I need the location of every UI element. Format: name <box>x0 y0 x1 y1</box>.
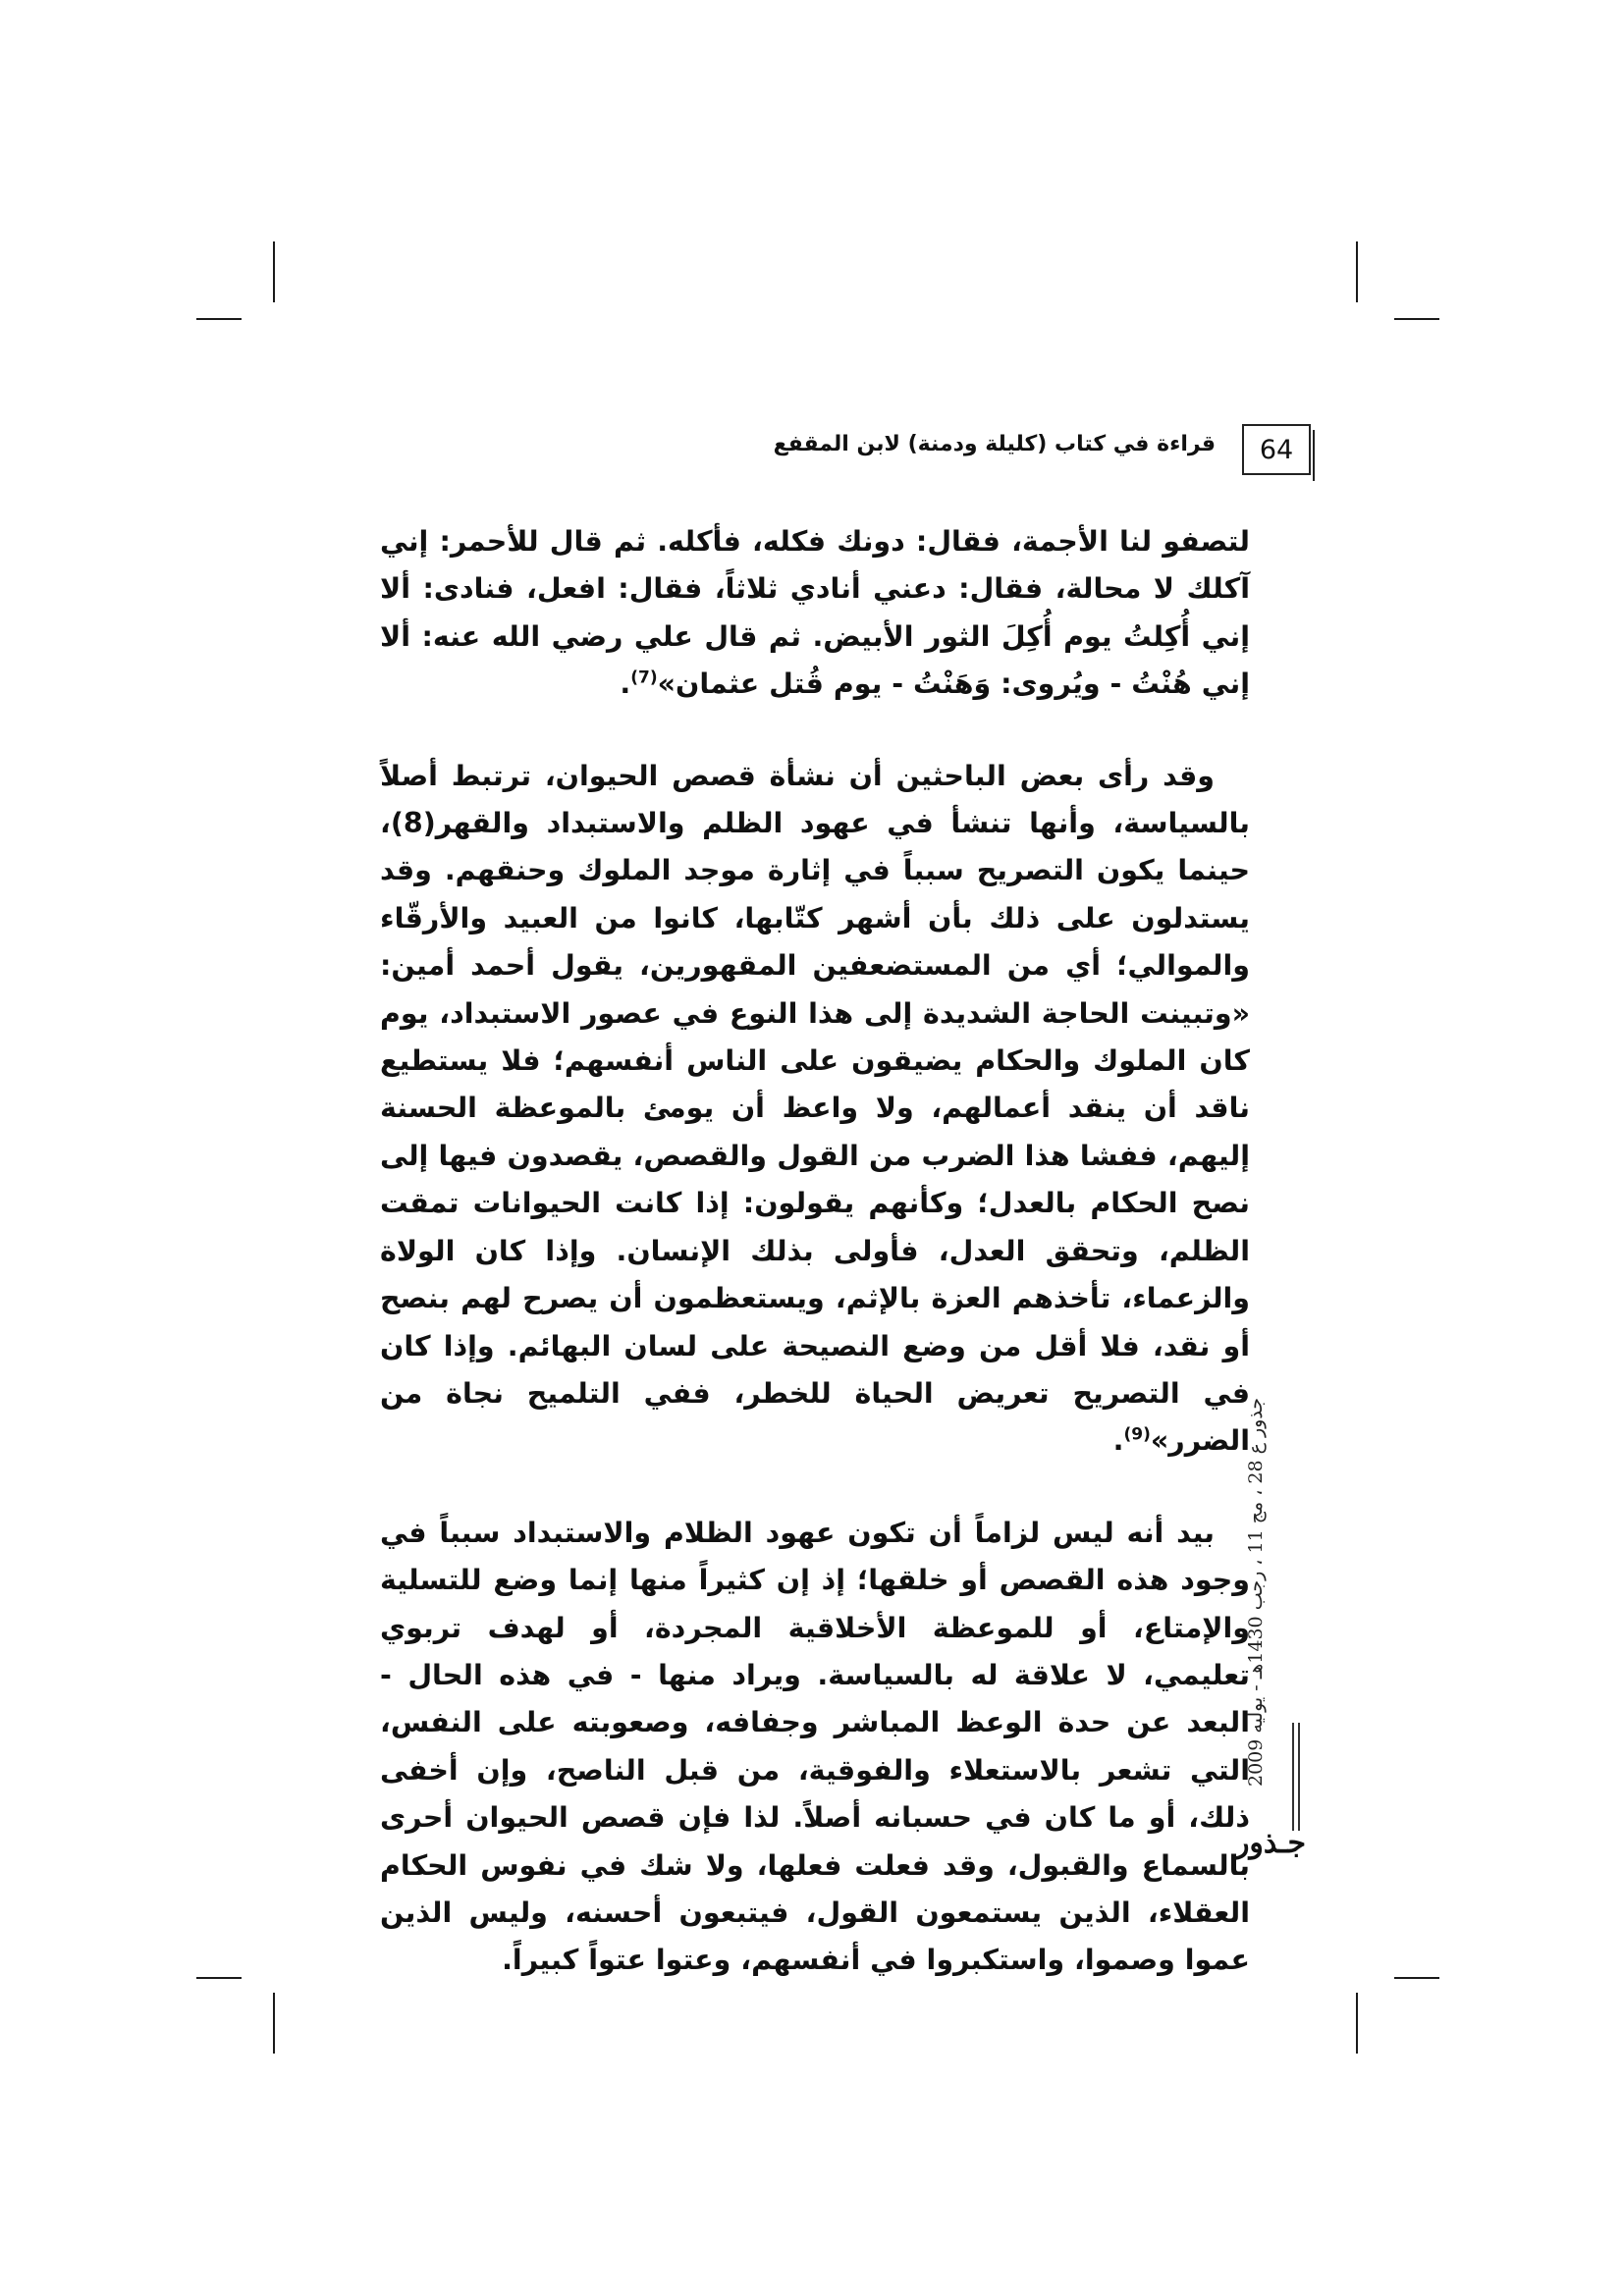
crop-mark-bottom-left-h <box>196 1977 242 1979</box>
paragraph-2 <box>380 753 1250 1466</box>
page-number-text: 64 <box>1259 434 1294 465</box>
running-title: قراءة في كتاب (كليلة ودمنة) لابن المقفع <box>773 432 1216 456</box>
paragraph-3 <box>380 1510 1250 1985</box>
paragraph-end: . <box>620 667 631 701</box>
crop-mark-top-right <box>1356 241 1358 302</box>
crop-mark-bottom-right <box>1356 1993 1358 2054</box>
paragraph-1 <box>380 518 1250 709</box>
footnote-ref: (7) <box>630 667 658 688</box>
footnote-ref: (9) <box>1123 1424 1151 1445</box>
side-rule-left <box>1292 1723 1294 1831</box>
crop-mark-bottom-right-h <box>1394 1977 1439 1979</box>
paragraph-text: لتصفو لنا الأجمة، فقال: دونك فكله، فأكله. ثم قال للأحمر: إني آكلك لا محالة، فقال: دعني أنادي ثلاثاً، فقال: افعل، فنادى: ألا إني أُكِلتُ يوم أُكِلَ الثور الأبيض. ثم قال علي رضي الله عنه: ألا إني هُنْتُ - ويُروى: وَهَنْتُ - يوم قُتل عثمان» <box>380 525 1250 701</box>
journal-logo: جـذور <box>1234 1826 1306 1860</box>
crop-mark-top-right-h <box>1394 318 1439 320</box>
side-rule-right <box>1298 1723 1300 1831</box>
paragraph-text: وقد رأى بعض الباحثين أن نشأة قصص الحيوان، ترتبط أصلاً بالسياسة، وأنها تنشأ في عهود الظلم والاستبداد والقهر(8)، حينما يكون التصريح سبباً في إثارة موجد الملوك وحنقهم. وقد يستدلون على ذلك بأن أشهر كتّابها، كانوا من العبيد والأرقّاء والموالي؛ أي من المستضعفين المقهورين، يقول أحمد أمين: «وتبينت الحاجة الشديدة إلى هذا النوع في عصور الاستبداد، يوم كان الملوك والحكام يضيقون على الناس أنفسهم؛ فلا يستطيع ناقد أن ينقد أعمالهم، ولا واعظ أن يومئ بالموعظة الحسنة إليهم، ففشا هذا الضرب من القول والقصص، يقصدون فيها إلى نصح الحكام بالعدل؛ وكأنهم يقولون: إذا كانت الحيوانات تمقت الظلم، وتحقق العدل، فأولى بذلك الإنسان. وإذا كان الولاة والزعماء، تأخذهم العزة بالإثم، ويستعظمون أن يصرح لهم بنصح أو نقد، فلا أقل من وضع النصيحة على لسان البهائم. وإذا كان في التصريح تعريض الحياة للخطر، ففي التلميح نجاة من الضرر» <box>380 759 1250 1458</box>
article-body <box>380 518 1250 1985</box>
crop-mark-top-left-h <box>196 318 242 320</box>
crop-mark-top-left <box>273 241 275 302</box>
crop-mark-bottom-left <box>273 1993 275 2054</box>
page-number <box>1242 424 1311 475</box>
paragraph-text: بيد أنه ليس لزاماً أن تكون عهود الظلام والاستبداد سبباً في وجود هذه القصص أو خلقها؛ إذ إن كثيراً منها إنما وضع للتسلية والإمتاع، أو للموعظة الأخلاقية المجردة، أو لهدف تربوي تعليمي، لا علاقة له بالسياسة. ويراد منها - في هذه الحال - البعد عن حدة الوعظ المباشر وجفافه، وصعوبته على النفس، التي تشعر بالاستعلاء والفوقية، من قبل الناصح، وإن أخفى ذلك، أو ما كان في حسبانه أصلاً. لذا فإن قصص الحيوان أحرى بالسماع والقبول، وقد فعلت فعلها، ولا شك في نفوس الحكام العقلاء، الذين يستمعون القول، فيتبعون أحسنه، وليس الذين عموا وصموا، واستكبروا في أنفسهم، وعتوا عتواً كبيراً. <box>380 1516 1250 1977</box>
paragraph-end: . <box>1112 1424 1124 1458</box>
journal-issue-info: جذور ع 28 ، مج 11 ، رجب 1430هـ - يوليه 2009 <box>1245 1397 1267 1787</box>
